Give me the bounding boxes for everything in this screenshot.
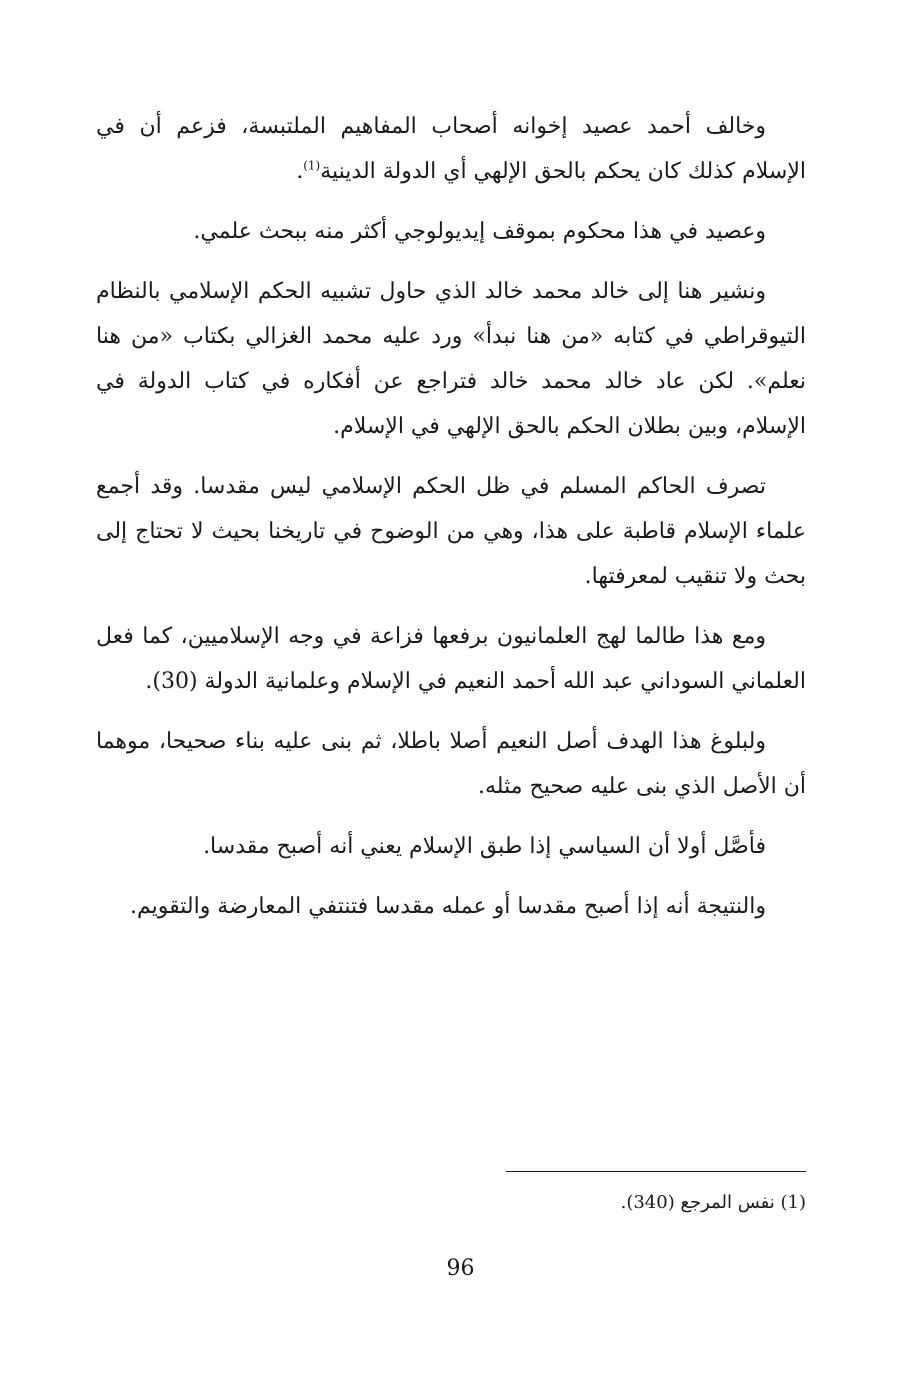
paragraph-8: والنتيجة أنه إذا أصبح مقدسا أو عمله مقدسا فتنتفي المعارضة والتقويم. xyxy=(129,894,766,919)
paragraph-3: ونشير هنا إلى خالد محمد خالد الذي حاول تشبيه الحكم الإسلامي بالنظام التيوقراطي في كتابه «من هنا نبدأ» ورد عليه محمد الغزالي بكتاب «من هنا نعلم». لكن عاد خالد محمد خالد فتراجع عن أفكاره في كتاب الدولة في الإسلام، وبين بطلان الحكم بالحق الإلهي في الإسلام. xyxy=(96,279,806,439)
paragraph-1-text: وخالف أحمد عصيد إخوانه أصحاب المفاهيم الملتبسة، فزعم أن في الإسلام كذلك كان يحكم بالحق الإلهي أي الدولة الدينية xyxy=(96,114,806,184)
paragraph-2: وعصيد في هذا محكوم بموقف إيديولوجي أكثر منه ببحث علمي. xyxy=(193,219,766,244)
footnote: (1) نفس المرجع (340). xyxy=(620,1192,806,1213)
paragraph-1 xyxy=(96,104,806,194)
footnote-divider xyxy=(506,1171,806,1172)
paragraph-6: ولبلوغ هذا الهدف أصل النعيم أصلا باطلا، ثم بنى عليه بناء صحيحا، موهما أن الأصل الذي بنى عليه صحيح مثله. xyxy=(96,729,806,799)
page-number: 96 xyxy=(446,1256,475,1281)
paragraph-1-end: . xyxy=(296,159,304,184)
paragraph-4: تصرف الحاكم المسلم في ظل الحكم الإسلامي ليس مقدسا. وقد أجمع علماء الإسلام قاطبة على هذا، وهي من الوضوح في تاريخنا بحيث لا تحتاج إلى بحث ولا تنقيب لمعرفتها. xyxy=(96,474,806,589)
paragraph-5: ومع هذا طالما لهج العلمانيون برفعها فزاعة في وجه الإسلاميين، كما فعل العلماني السوداني عبد الله أحمد النعيم في الإسلام وعلمانية الدولة (30). xyxy=(96,624,806,694)
paragraph-7: فأصَّل أولا أن السياسي إذا طبق الإسلام يعني أنه أصبح مقدسا. xyxy=(203,834,766,859)
footnote-reference[interactable]: (1) xyxy=(303,158,321,173)
page-body xyxy=(96,104,806,944)
